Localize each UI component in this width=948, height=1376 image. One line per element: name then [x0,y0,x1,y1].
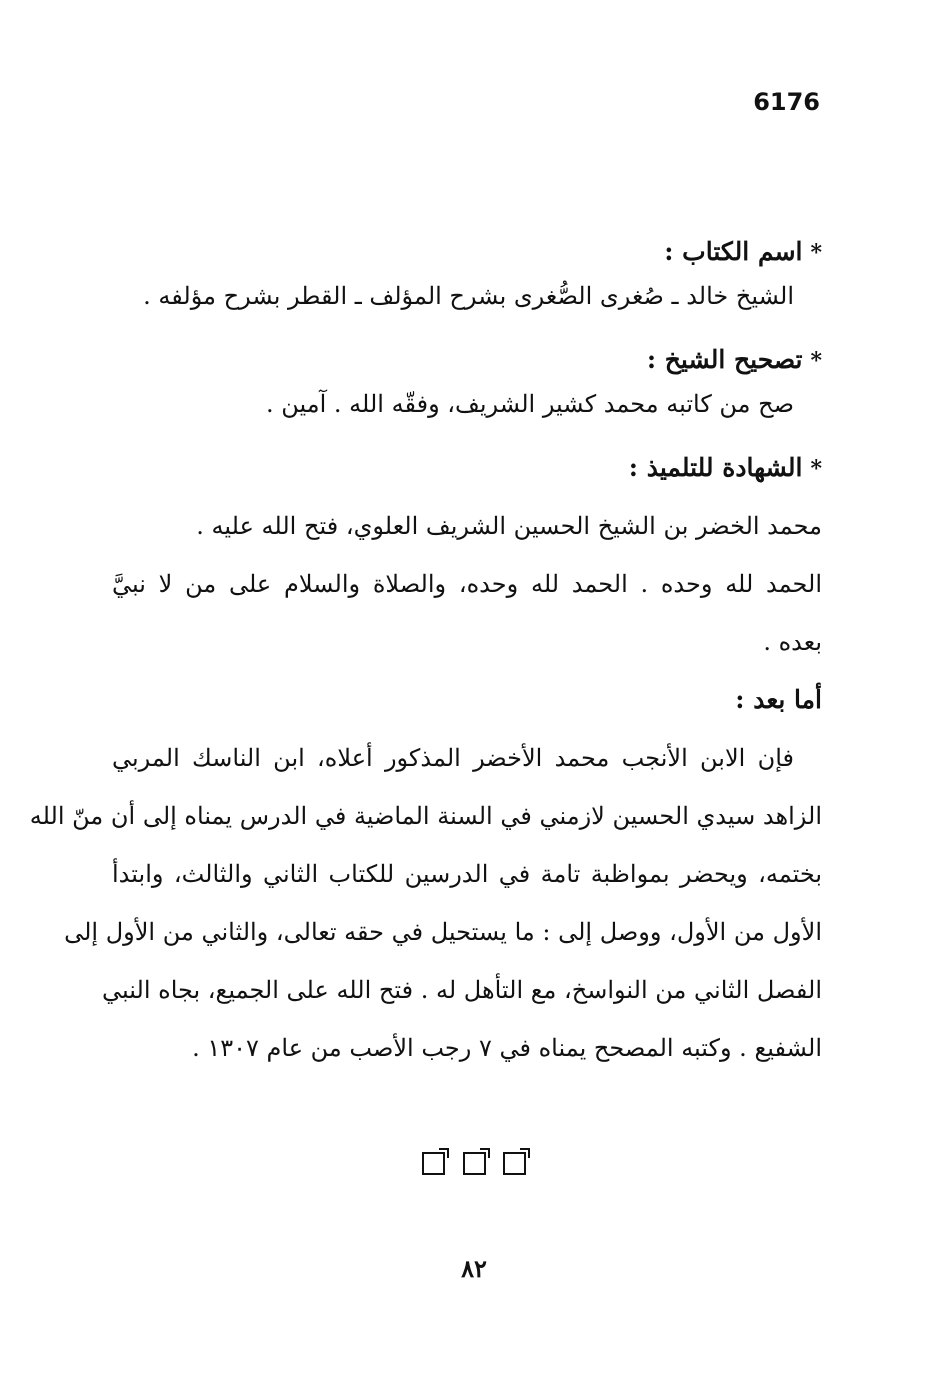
section-heading-sheikh-correction [112,338,822,382]
body-line: الشفيع . وكتبه المصحح يمناه في ٧ رجب الأصب من عام ١٣٠٧ . [192,1034,822,1062]
section-end-ornament [0,1152,948,1179]
page-number: ٨٢ [461,1254,487,1283]
heading-text: تصحيح الشيخ : [646,345,803,374]
praise-line-2: بعده . [763,628,822,656]
heading-text: اسم الكتاب : [664,237,803,266]
star-icon: * [810,240,822,266]
body-line: فإن الابن الأنجب محمد الأخضر المذكور أعلاه، ابن الناسك المربي [112,744,794,772]
star-icon: * [810,456,822,482]
square-ornament-icon [503,1152,526,1175]
square-ornament-icon [422,1152,445,1175]
page-body [29,230,822,1070]
star-icon: * [810,348,822,374]
student-certificate-text: محمد الخضر بن الشيخ الحسين الشريف العلوي، فتح الله عليه . [196,512,822,540]
section-heading-amma-baad: أما بعد : [735,685,822,714]
body-line: الفصل الثاني من النواسخ، مع التأهل له . فتح الله على الجميع، بجاه النبي [102,976,822,1004]
book-name-text: الشيخ خالد ـ صُغرى الصُّغرى بشرح المؤلف ـ القطر بشرح مؤلفه . [143,282,794,310]
section-heading-book-name [112,230,822,274]
praise-line-1: الحمد لله وحده . الحمد لله وحده، والصلاة والسلام على من لا نبيَّ [112,570,822,598]
body-line: الأول من الأول، ووصل إلى : ما يستحيل في حقه تعالى، والثاني من الأول إلى [64,918,822,946]
sheikh-correction-text: صح من كاتبه محمد كشير الشريف، وفقّه الله . آمين . [265,390,794,418]
body-line: بختمه، ويحضر بمواظبة تامة في الدرسين للكتاب الثاني والثالث، وابتدأ [112,860,822,888]
heading-text: الشهادة للتلميذ : [628,453,803,482]
section-heading-student-certificate [112,446,822,490]
page-id-number: 6176 [753,88,820,116]
body-line: الزاهد سيدي الحسين لازمني في السنة الماضية في الدرس يمناه إلى أن منّ الله [29,802,822,830]
square-ornament-icon [463,1152,486,1175]
